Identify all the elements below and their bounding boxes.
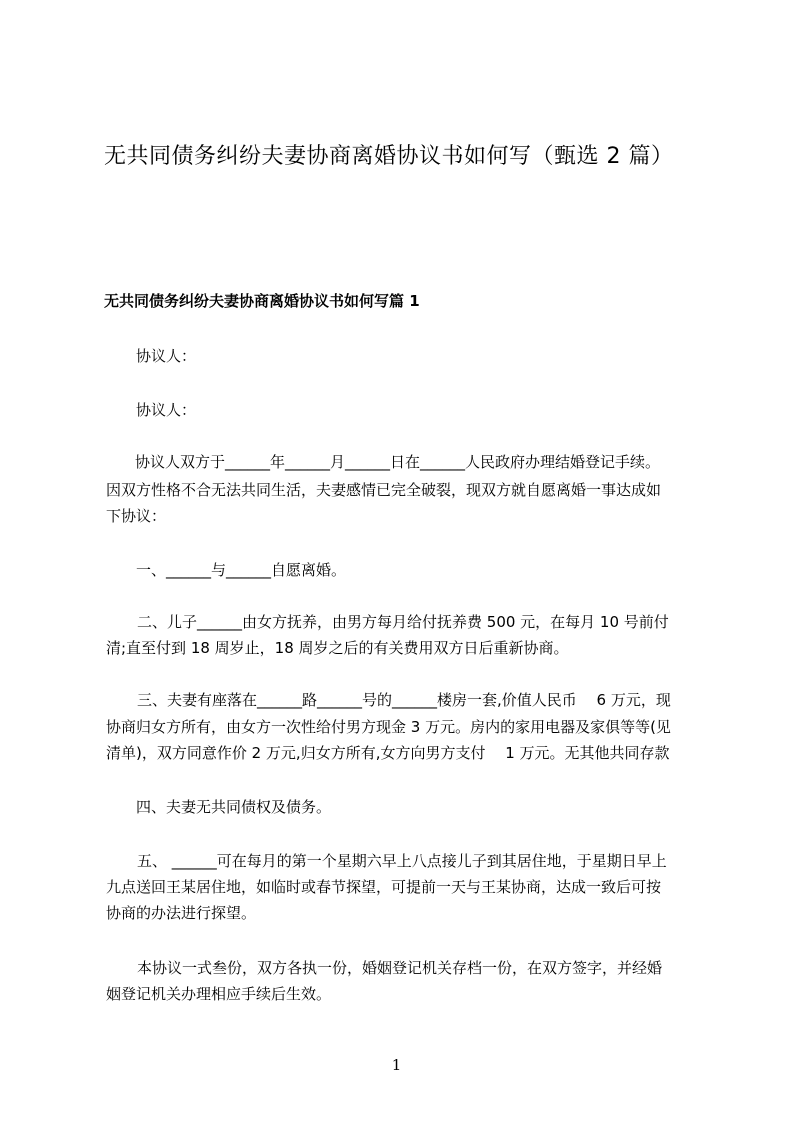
clause-3-line-3: 清单)，双方同意作价 2 万元,归女方所有,女方向男方支付 1 万元。无其他共同存款 (106, 744, 670, 762)
clause-5-line-3: 协商的办法进行探望。 (106, 904, 257, 922)
clause-4: 四、夫妻无共同债权及债务。 (136, 798, 332, 816)
clause-1: 一、______与______自愿离婚。 (136, 561, 347, 579)
clause-3-line-1: 三、夫妻有座落在______路______号的______楼房一套,价值人民币 6 万元，现 (122, 691, 671, 709)
party-line-2: 协议人： (136, 401, 197, 419)
closing-line-1: 本协议一式叁份，双方各执一份，婚姻登记机关存档一份，在双方签字，并经婚 (122, 959, 663, 977)
clause-2-line-2: 清;直至付到 18 周岁止，18 周岁之后的有关费用双方日后重新协商。 (106, 639, 569, 657)
clause-5-line-2: 九点送回王某居住地，如临时或春节探望，可提前一天与王某协商，达成一致后可按 (106, 878, 662, 896)
paragraph-intro-line-2: 因双方性格不合无法共同生活，夫妻感情已完全破裂，现双方就自愿离婚一事达成如 (106, 481, 662, 499)
clause-3-line-2: 协商归女方所有，由女方一次性给付男方现金 3 万元。房内的家用电器及家俱等等(见 (106, 718, 671, 736)
clause-2-line-1: 二、儿子______由女方抚养，由男方每月给付抚养费 500 元，在每月 10 号前付 (122, 613, 669, 631)
party-line-1: 协议人： (136, 347, 197, 365)
closing-line-2: 姻登记机关办理相应手续后生效。 (106, 985, 332, 1003)
section-heading: 无共同债务纠纷夫妻协商离婚协议书如何写篇 1 (104, 292, 420, 310)
document-title: 无共同债务纠纷夫妻协商离婚协议书如何写（甄选 2 篇） (104, 144, 674, 169)
clause-5-line-1: 五、 ______可在每月的第一个星期六早上八点接儿子到其居住地，于星期日早上 (122, 852, 667, 870)
paragraph-intro-line-1: 协议人双方于______年______月______日在______人民政府办理结婚登记手续。 (120, 453, 661, 471)
paragraph-intro-line-3: 下协议： (106, 507, 167, 525)
page-number: 1 (391, 1056, 402, 1074)
